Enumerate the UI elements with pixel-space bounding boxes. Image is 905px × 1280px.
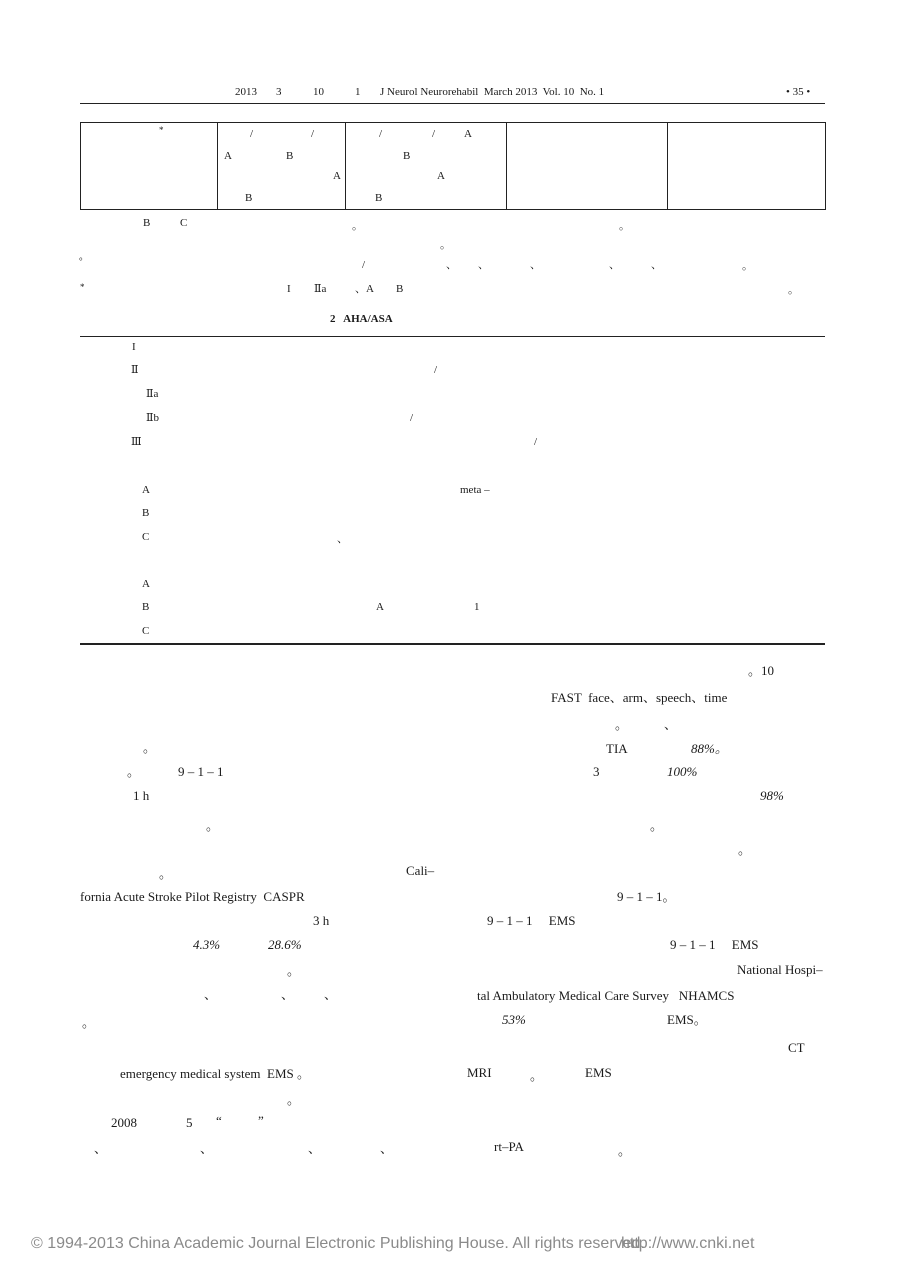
- body-right-fragment: TIA: [606, 741, 628, 756]
- note-fragment: 、: [609, 259, 620, 271]
- note-marker: °: [79, 256, 83, 266]
- body-left-fragment: 3 h: [313, 913, 330, 928]
- header-issue: 1: [355, 86, 361, 98]
- body-right-fragment: 。10: [748, 663, 775, 678]
- table1-cell: /: [379, 128, 383, 140]
- table1-divider: [506, 122, 507, 210]
- body-left-fragment: 、: [94, 1141, 108, 1156]
- body-left-fragment: Cali–: [406, 863, 435, 878]
- body-right-fragment: 、: [664, 717, 678, 732]
- table1-cell: *: [159, 125, 164, 135]
- body-left-fragment: “: [216, 1113, 222, 1128]
- table1-cell: A: [464, 128, 472, 140]
- body-right-fragment: 3: [593, 764, 600, 779]
- table2-entry: A: [142, 578, 150, 590]
- body-right-fragment: 9 – 1 – 1 EMS: [487, 913, 576, 928]
- footer-copyright: © 1994-2013 China Academic Journal Electronic Publishing House. All rights reserved.: [31, 1235, 645, 1252]
- body-left-fragment: 5: [186, 1115, 193, 1130]
- table1-cell: B: [375, 192, 383, 204]
- note-fragment: B: [143, 217, 151, 229]
- body-right-fragment: 。: [618, 1143, 632, 1158]
- body-right-fragment: CT: [788, 1040, 805, 1055]
- table1-cell: B: [286, 150, 294, 162]
- note-fragment: 、: [446, 259, 457, 271]
- table2-entry: I: [132, 341, 136, 353]
- body-left-fragment: 、: [324, 987, 338, 1002]
- note-fragment: Ⅱa: [314, 283, 327, 295]
- header-rule: [80, 103, 825, 104]
- table2-entry: 1: [474, 601, 480, 613]
- note-fragment: 。: [788, 284, 799, 296]
- table2-entry: B: [142, 507, 150, 519]
- note-fragment: /: [362, 259, 366, 271]
- body-left-fragment: 28.6%: [268, 937, 302, 952]
- table1-cell: /: [432, 128, 436, 140]
- body-left-fragment: 。: [287, 963, 301, 978]
- note-fragment: 、: [478, 259, 489, 271]
- body-right-fragment: 100%: [667, 764, 698, 779]
- table2-entry: /: [434, 364, 438, 376]
- table2-entry: B: [142, 601, 150, 613]
- body-left-fragment: 。: [206, 818, 220, 833]
- body-left-fragment: 2008: [111, 1115, 137, 1130]
- table1-divider: [667, 122, 668, 210]
- note-fragment: 。: [619, 220, 630, 232]
- header-month: 3: [276, 86, 282, 98]
- body-right-fragment: National Hospi–: [737, 962, 823, 977]
- table1-cell: B: [245, 192, 253, 204]
- body-right-fragment: 53%: [502, 1012, 526, 1027]
- header-journal: J Neurol Neurorehabil March 2013 Vol. 10 No. 1: [380, 86, 605, 98]
- table1-divider: [217, 122, 218, 210]
- table2-bottom-rule: [80, 643, 825, 645]
- body-right-fragment: 。: [530, 1068, 544, 1083]
- body-left-fragment: 、: [281, 987, 295, 1002]
- body-left-fragment: ”: [258, 1113, 264, 1128]
- body-right-fragment: 88%。: [691, 741, 728, 756]
- body-left-fragment: 。: [287, 1092, 301, 1107]
- table2-title: 2 AHA/ASA: [330, 313, 393, 325]
- table2-entry: A: [142, 484, 150, 496]
- body-left-fragment: 。: [127, 764, 141, 779]
- body-left-fragment: emergency medical system EMS 。: [120, 1066, 311, 1081]
- table1-cell: /: [250, 128, 254, 140]
- table2-entry: Ⅱa: [146, 388, 159, 400]
- table2-entry: A: [376, 601, 384, 613]
- note-marker: *: [80, 282, 85, 292]
- body-right-fragment: 。: [650, 818, 664, 833]
- body-left-fragment: 、: [204, 987, 218, 1002]
- body-left-fragment: 。: [159, 866, 173, 881]
- body-left-fragment: 4.3%: [193, 937, 221, 952]
- table2-entry: C: [142, 625, 150, 637]
- body-right-fragment: 9 – 1 – 1 EMS: [670, 937, 759, 952]
- table2-entry: 、: [337, 533, 348, 545]
- table2-entry: C: [142, 531, 150, 543]
- body-right-fragment: tal Ambulatory Medical Care Survey NHAMCS: [477, 988, 735, 1003]
- table2-entry: Ⅲ: [131, 436, 142, 448]
- table2-entry: meta –: [460, 484, 490, 496]
- header-year: 2013: [235, 86, 257, 98]
- body-right-fragment: 。: [738, 842, 752, 857]
- body-left-fragment: 9 – 1 – 1: [178, 764, 224, 779]
- body-right-fragment: 。: [615, 717, 629, 732]
- body-left-fragment: 、: [308, 1141, 322, 1156]
- body-right-fragment: rt–PA: [494, 1139, 524, 1154]
- header-volume: 10: [313, 86, 324, 98]
- page-number: • 35 •: [786, 86, 811, 98]
- note-fragment: 。: [440, 239, 451, 251]
- note-fragment: 、: [651, 259, 662, 271]
- table1-cell: B: [403, 150, 411, 162]
- note-fragment: 、A: [355, 283, 374, 295]
- note-fragment: 。: [742, 260, 753, 272]
- body-right-fragment: 9 – 1 – 1。: [617, 889, 676, 904]
- note-fragment: B: [396, 283, 404, 295]
- body-right-fragment: EMS。: [667, 1012, 707, 1027]
- body-left-fragment: 1 h: [133, 788, 150, 803]
- body-left-fragment: 、: [200, 1141, 214, 1156]
- table1-cell: A: [437, 170, 445, 182]
- note-fragment: I: [287, 283, 291, 295]
- table1-divider: [345, 122, 346, 210]
- table2-entry: /: [534, 436, 538, 448]
- note-fragment: 。: [352, 220, 363, 232]
- body-right-fragment: 98%: [760, 788, 784, 803]
- table1-cell: A: [333, 170, 341, 182]
- table2-top-rule: [80, 336, 825, 337]
- table2-entry: Ⅱb: [146, 412, 159, 424]
- body-right-fragment: FAST face、arm、speech、time: [551, 690, 728, 705]
- body-right-fragment: EMS: [585, 1065, 612, 1080]
- note-fragment: C: [180, 217, 188, 229]
- table2-entry: /: [410, 412, 414, 424]
- body-left-fragment: 。: [143, 740, 157, 755]
- body-left-fragment: fornia Acute Stroke Pilot Registry CASPR: [80, 889, 305, 904]
- body-left-fragment: 、: [380, 1141, 394, 1156]
- footer-url: http://www.cnki.net: [621, 1235, 755, 1252]
- table1-cell: A: [224, 150, 232, 162]
- body-left-fragment: 。: [82, 1015, 96, 1030]
- table1-frame: [80, 122, 826, 210]
- note-fragment: 、: [530, 259, 541, 271]
- body-right-fragment: MRI: [467, 1065, 492, 1080]
- table2-entry: Ⅱ: [131, 364, 139, 376]
- table1-cell: /: [311, 128, 315, 140]
